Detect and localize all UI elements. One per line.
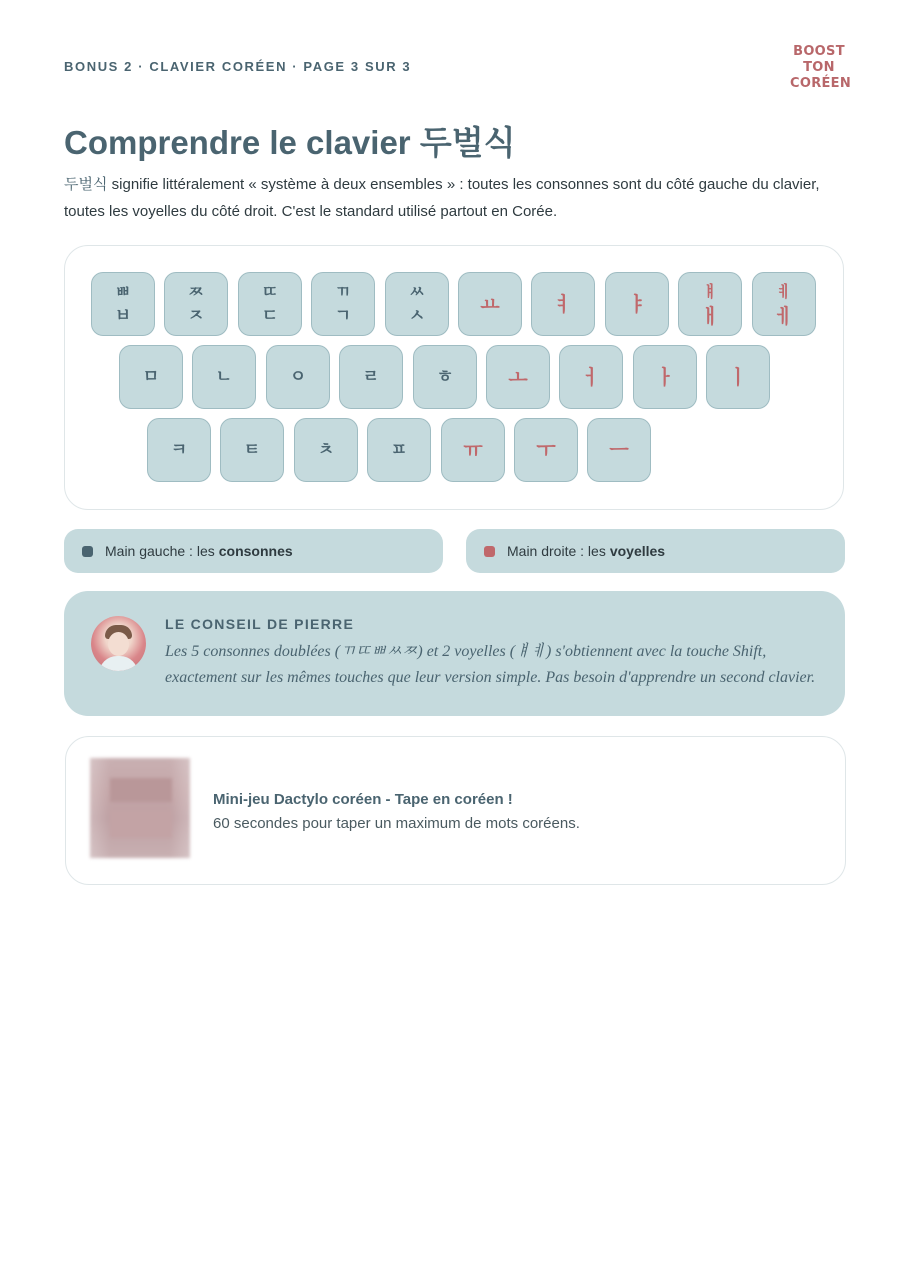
key-shift-label: ㅉ [188, 282, 204, 301]
logo-line-1: BOOST [793, 44, 845, 59]
key-row1-10 [752, 272, 816, 336]
key-row2-6 [486, 345, 550, 409]
key-row3-6 [514, 418, 578, 482]
key-base-label: ㅇ [289, 367, 307, 387]
key-base-label: ㅕ [553, 292, 573, 316]
key-row1-7 [531, 272, 595, 336]
key-base-label: ㅣ [728, 365, 748, 389]
key-base-label: ㄷ [261, 306, 279, 326]
key-row3-3 [294, 418, 358, 482]
key-row1-3 [238, 272, 302, 336]
consonant-color-dot [82, 546, 93, 557]
key-row1-8 [605, 272, 669, 336]
key-base-label: ㅎ [436, 367, 454, 387]
key-base-label: ㅂ [114, 306, 132, 326]
page-header: BONUS 2 · CLAVIER CORÉEN · PAGE 3 SUR 3 [64, 59, 412, 74]
key-shift-label: ㄲ [335, 282, 351, 301]
key-base-label: ㅡ [609, 438, 629, 462]
key-base-label: ㅁ [142, 367, 160, 387]
key-row2-1 [119, 345, 183, 409]
key-shift-label: ㄸ [262, 282, 278, 301]
key-base-label: ㅠ [463, 438, 483, 462]
key-row3-4 [367, 418, 431, 482]
key-row2-8 [633, 345, 697, 409]
key-base-label: ㅜ [536, 438, 556, 462]
key-base-label: ㄹ [362, 367, 380, 387]
legend-vowels [466, 529, 845, 573]
key-base-label: ㅓ [581, 365, 601, 389]
page-title: Comprendre le clavier 두벌식 [64, 124, 516, 161]
logo-line-2: TON [803, 60, 835, 75]
key-base-label: ㅐ [700, 304, 720, 328]
key-base-label: ㅅ [408, 306, 426, 326]
key-base-label: ㅏ [655, 365, 675, 389]
vowel-color-dot [484, 546, 495, 557]
key-base-label: ㅋ [170, 440, 188, 460]
key-row3-5 [441, 418, 505, 482]
key-base-label: ㅗ [508, 365, 528, 389]
key-row2-3 [266, 345, 330, 409]
key-base-label: ㄱ [334, 306, 352, 326]
key-row1-9 [678, 272, 742, 336]
key-row1-2 [164, 272, 228, 336]
legend-consonants-label: consonnes [218, 543, 293, 559]
key-row2-4 [339, 345, 403, 409]
legend-vowels-label: voyelles [609, 543, 666, 559]
key-shift-label: ㅖ [776, 282, 792, 301]
tip-title: LE CONSEIL DE PIERRE [165, 616, 355, 632]
intro-term: 두벌식 [64, 175, 108, 193]
key-row3-7 [587, 418, 651, 482]
mini-game-card[interactable] [65, 736, 846, 885]
game-description: 60 secondes pour taper un maximum de mots coréens. [213, 815, 580, 832]
avatar [91, 616, 146, 671]
key-row3-2 [220, 418, 284, 482]
key-row1-5 [385, 272, 449, 336]
key-base-label: ㅌ [243, 440, 261, 460]
key-shift-label: ㅒ [702, 282, 718, 301]
tip-text: Les 5 consonnes doublées (ㄲㄸㅃㅆㅉ) et 2 voyelles (ㅒㅖ) s'obtiennent avec la touche Shift, exactement sur les mêmes touches que leur version simple. Pas besoin d'apprendre un second clavier. [165, 643, 816, 686]
key-base-label: ㅔ [774, 304, 794, 328]
key-row1-6 [458, 272, 522, 336]
key-row1-1 [91, 272, 155, 336]
intro-paragraph [64, 171, 824, 225]
legend-consonants [64, 529, 443, 573]
key-shift-label: ㅆ [409, 282, 425, 301]
key-base-label: ㅛ [480, 292, 500, 316]
key-row2-2 [192, 345, 256, 409]
game-thumbnail[interactable] [90, 758, 190, 858]
key-base-label: ㅑ [627, 292, 647, 316]
key-base-label: ㅊ [317, 440, 335, 460]
logo-line-3: CORÉEN [790, 76, 852, 91]
legend-consonants-prefix: Main gauche : les [105, 543, 215, 559]
legend-vowels-prefix: Main droite : les [507, 543, 606, 559]
intro-text: signifie littéralement « système à deux ensembles » : toutes les consonnes sont du côté gauche du clavier, toutes les voyelles du côté droit. C'est le standard utilisé partout en Corée. [64, 176, 820, 220]
game-title[interactable]: Mini-jeu Dactylo coréen - Tape en coréen ! [213, 791, 513, 808]
key-row2-7 [559, 345, 623, 409]
key-row3-1 [147, 418, 211, 482]
key-row2-9 [706, 345, 770, 409]
key-shift-label: ㅃ [115, 282, 131, 301]
key-base-label: ㅍ [390, 440, 408, 460]
keyboard-illustration [64, 245, 844, 510]
key-row1-4 [311, 272, 375, 336]
brand-logo [790, 44, 852, 92]
tip-box [64, 591, 845, 716]
key-base-label: ㅈ [187, 306, 205, 326]
key-base-label: ㄴ [215, 367, 233, 387]
key-row2-5 [413, 345, 477, 409]
